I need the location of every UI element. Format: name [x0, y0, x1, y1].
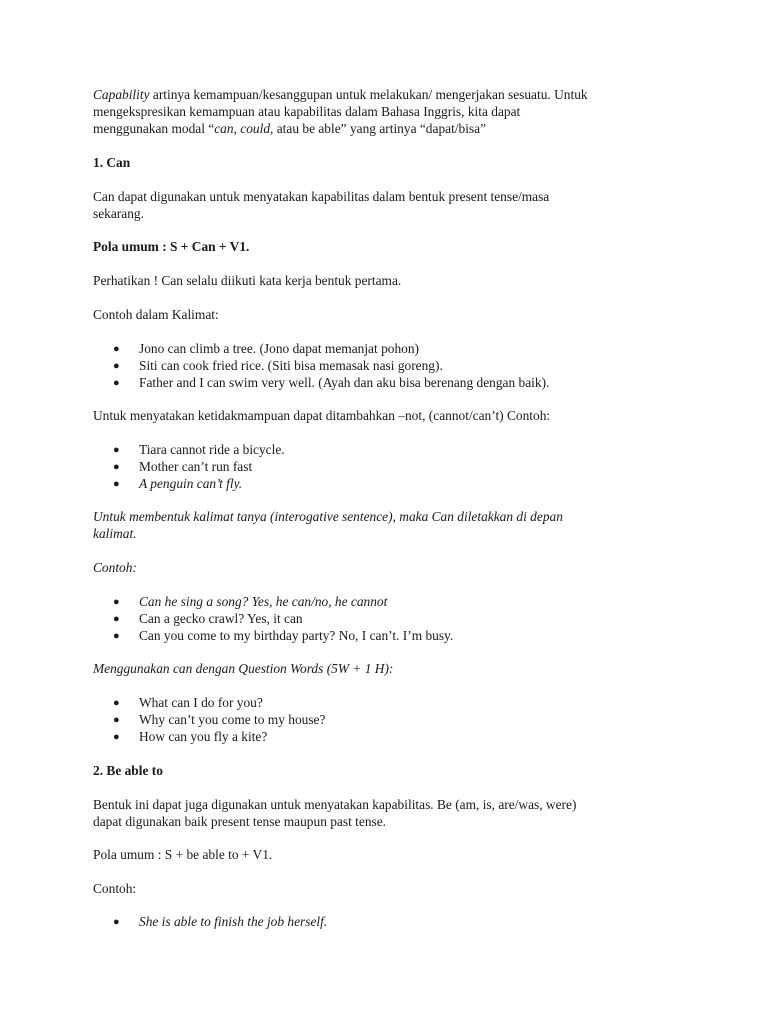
bullet-icon: ● — [113, 596, 120, 608]
list-item: ● Tiara cannot ride a bicycle. — [113, 442, 285, 457]
section1-pattern: Pola umum : S + Can + V1. — [93, 239, 250, 254]
section2-description — [93, 797, 688, 831]
list-item: ● Why can’t you come to my house? — [113, 711, 326, 727]
section2-heading: 2. Be able to — [93, 763, 163, 778]
intro-paragraph — [93, 87, 688, 137]
bullet-icon: ● — [113, 444, 120, 456]
intro-comma: , — [233, 120, 241, 136]
section2-pattern: Pola umum : S + be able to + V1. — [93, 847, 273, 862]
list-item: ● A penguin can’t fly. — [113, 475, 243, 491]
bullet-icon: ● — [113, 477, 120, 490]
bullet-icon: ● — [113, 916, 120, 928]
intro-can: can — [214, 120, 234, 136]
bullet-icon: ● — [113, 612, 120, 625]
question-intro-line1: Untuk membentuk kalimat tanya (interogative sentence), maka Can diletakkan di depan — [93, 509, 563, 524]
list-item: ● Siti can cook fried rice. (Siti bisa memasak nasi goreng). — [113, 357, 443, 373]
bullet-icon: ● — [113, 343, 120, 355]
list-item: ● Can you come to my birthday party? No, I can’t. I’m busy. — [113, 627, 454, 643]
section1-examples-label: Contoh dalam Kalimat: — [93, 307, 219, 322]
list-item: ● What can I do for you? — [113, 695, 263, 710]
intro-line3-b: , atau be able” yang artinya “dapat/bisa” — [270, 120, 487, 136]
list-item: ● She is able to finish the job herself. — [113, 914, 328, 929]
intro-line3-a: menggunakan modal “ — [93, 120, 215, 136]
list-item: ● Mother can’t run fast — [113, 458, 253, 474]
section1-desc-line2: sekarang. — [93, 205, 144, 221]
bullet-icon: ● — [113, 697, 120, 709]
wh-examples-list — [93, 695, 688, 745]
section2-examples-label: Contoh: — [93, 881, 137, 896]
bullet-icon: ● — [113, 376, 120, 389]
question-examples-list — [93, 594, 688, 644]
bullet-icon: ● — [113, 730, 120, 743]
intro-term: Capability — [93, 87, 150, 102]
section1-note: Perhatikan ! Can selalu diikuti kata kerja bentuk pertama. — [93, 273, 402, 288]
list-item: ● Can he sing a song? Yes, he can/no, he cannot — [113, 594, 388, 609]
negative-intro: Untuk menyatakan ketidakmampuan dapat ditambahkan –not, (cannot/can’t) Contoh: — [93, 408, 551, 423]
intro-line2: mengekspresikan kemampuan atau kapabilitas dalam Bahasa Inggris, kita dapat — [93, 103, 521, 119]
negative-examples-list — [93, 442, 688, 492]
section1-examples-list — [93, 341, 688, 391]
list-item: ● Can a gecko crawl? Yes, it can — [113, 610, 303, 626]
bullet-icon: ● — [113, 359, 120, 372]
list-item: ● Jono can climb a tree. (Jono dapat memanjat pohon) — [113, 341, 420, 356]
question-label: Contoh: — [93, 560, 137, 575]
bullet-icon: ● — [113, 460, 120, 473]
wh-intro: Menggunakan can dengan Question Words (5W + 1 H): — [93, 661, 394, 676]
list-item: ● Father and I can swim very well. (Ayah dan aku bisa berenang dengan baik). — [113, 374, 550, 390]
list-item: ● How can you fly a kite? — [113, 728, 268, 744]
question-intro — [93, 509, 688, 543]
intro-line1: artinya kemampuan/kesanggupan untuk melakukan/ mengerjakan sesuatu. Untuk — [149, 87, 588, 102]
intro-could: could — [240, 120, 271, 136]
section1-desc-line1: Can dapat digunakan untuk menyatakan kapabilitas dalam bentuk present tense/masa — [93, 189, 550, 204]
section2-desc-line1: Bentuk ini dapat juga digunakan untuk menyatakan kapabilitas. Be (am, is, are/was, were) — [93, 797, 577, 812]
section1-heading: 1. Can — [93, 155, 131, 170]
bullet-icon: ● — [113, 629, 120, 642]
section2-examples-list — [93, 914, 688, 931]
section1-description — [93, 189, 688, 223]
bullet-icon: ● — [113, 713, 120, 726]
question-intro-line2: kalimat. — [93, 525, 137, 541]
section2-desc-line2: dapat digunakan baik present tense maupun past tense. — [93, 813, 387, 829]
